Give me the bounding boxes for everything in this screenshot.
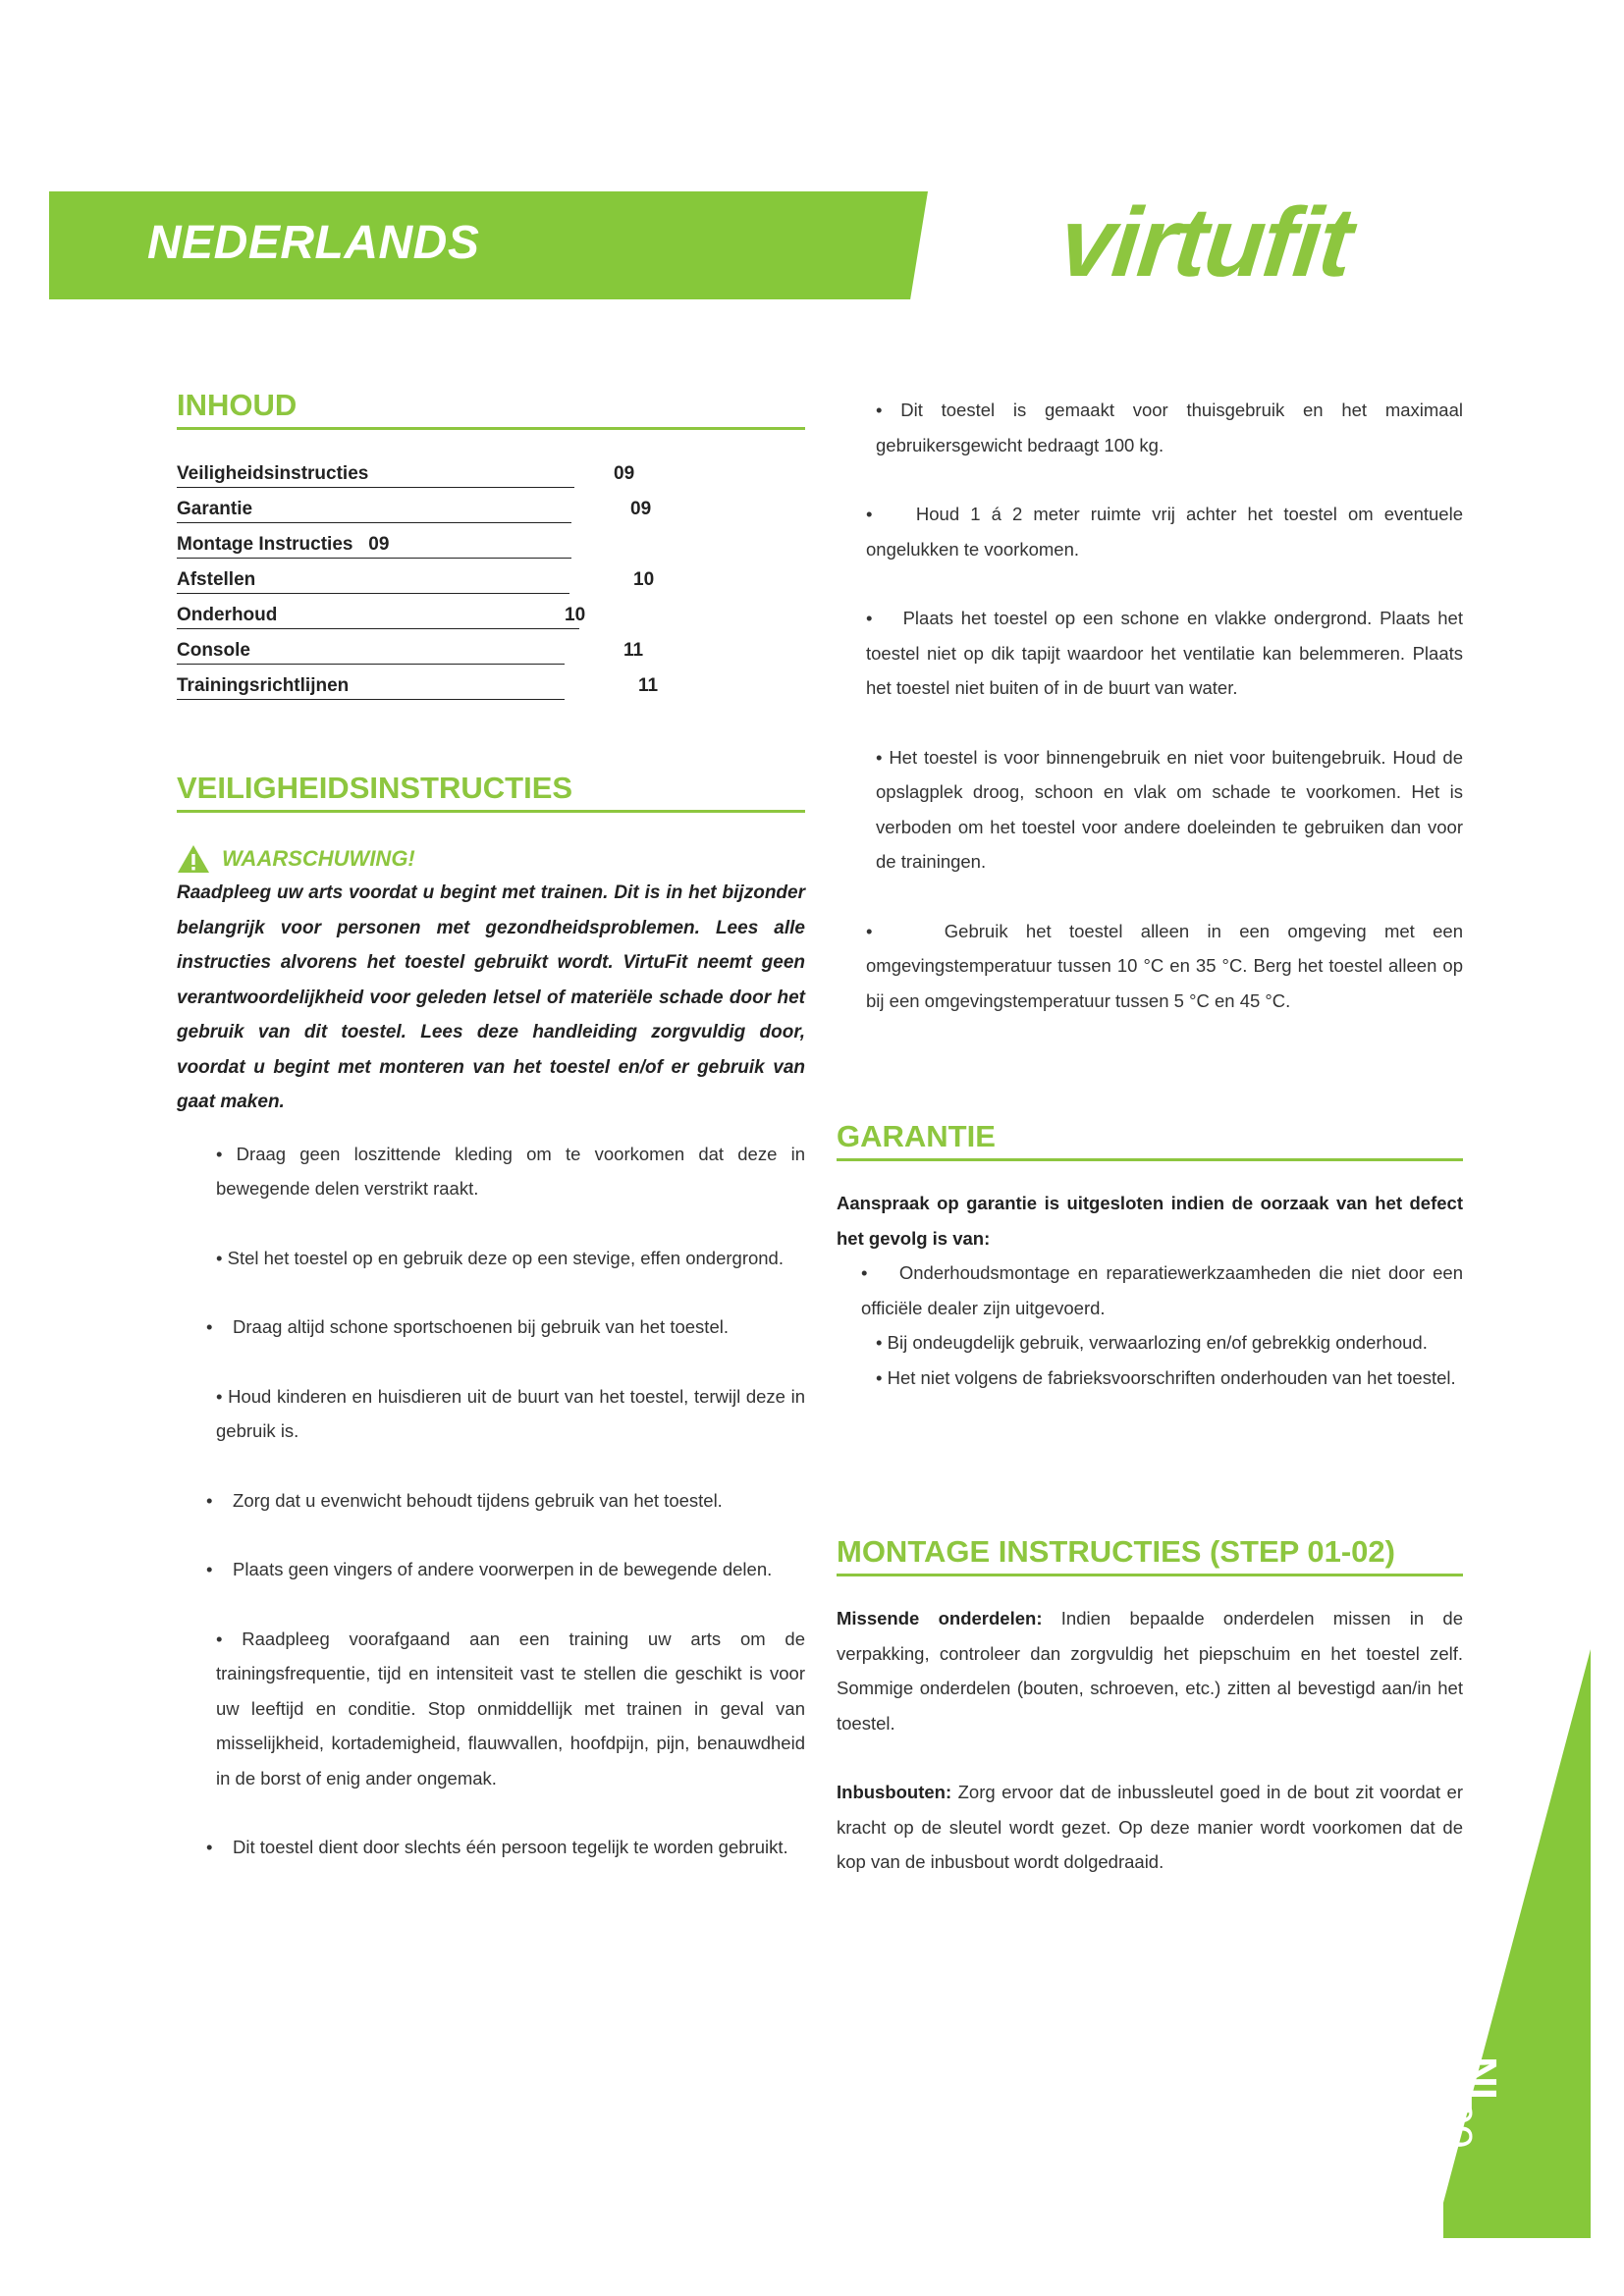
warranty-intro: Aanspraak op garantie is uitgesloten indien de oorzaak van het defect het gevolg is van: <box>837 1193 1463 1249</box>
safety-section <box>177 771 805 1865</box>
virtufit-logo: virtufit <box>1055 187 1357 297</box>
safety-bullet: • Dit toestel dient door slechts één persoon tegelijk te worden gebruikt. <box>206 1837 788 1857</box>
warranty-section <box>837 1119 1469 1395</box>
warranty-item: • Het niet volgens de fabrieksvoorschriften onderhouden van het toestel. <box>876 1366 1456 1388</box>
hex-bolts-text <box>837 1775 1463 1880</box>
page-tab-language: NL <box>1457 2056 1505 2114</box>
safety-bullet: • Het toestel is voor binnengebruik en niet voor buitengebruik. Houd de opslagplek droog, schoon en vlak om schade te voorkomen. Het is verboden om het toestel voor andere doeleinden te gebruiken dan voor de trainingen. <box>876 746 1463 872</box>
safety-bullet: • Houd 1 á 2 meter ruimte vrij achter het toestel om eventuele ongelukken te voorkomen. <box>866 504 1469 560</box>
page-number: 09 <box>1433 2101 1481 2149</box>
toc-list <box>177 461 668 709</box>
warranty-item: • Bij ondeugdelijk gebruik, verwaarlozing en/of gebrekkig onderhoud. <box>876 1332 1428 1353</box>
toc-heading: INHOUD <box>177 388 805 430</box>
toc-page: 10 <box>633 569 655 590</box>
page-tab <box>1443 1649 1591 2238</box>
safety-bullet: • Plaats geen vingers of andere voorwerpen in de bewegende delen. <box>206 1559 773 1579</box>
toc-row[interactable] <box>177 567 668 603</box>
safety-bullet: • Dit toestel is gemaakt voor thuisgebruik en het maximaal gebruikersgewicht bedraagt 100 kg. <box>876 400 1463 455</box>
safety-bullet: • Houd kinderen en huisdieren uit de buurt van het toestel, terwijl deze in gebruik is. <box>216 1385 805 1441</box>
warning-label: WAARSCHUWING! <box>222 846 415 871</box>
safety-bullet: • Gebruik het toestel alleen in een omgeving met een omgevingstemperatuur tussen 10 °C en 35 °C. Berg het toestel alleen op bij een omgevingstemperatuur tussen 5 °C en 45 °C. <box>866 920 1469 1011</box>
toc-label: Trainingsrichtlijnen <box>177 673 565 700</box>
safety-bullet: • Plaats het toestel op een schone en vlakke ondergrond. Plaats het toestel niet op dik tapijt waardoor het ventilatie kan belemmeren. Plaats het toestel niet buiten of in de buurt van water. <box>866 608 1469 698</box>
safety-bullet: • Raadpleeg voorafgaand aan een training uw arts om de trainingsfrequentie, tijd en intensiteit vast te stellen die geschikt is voor uw leeftijd en conditie. Stop onmiddellijk met trainen in geval van misselijkheid, kortademigheid, flauwvallen, hoofdpijn, pijn, benauwdheid in de borst of enig ander ongemak. <box>216 1628 805 1789</box>
toc-page: 11 <box>623 640 644 661</box>
safety-bullet: • Draag altijd schone sportschoenen bij gebruik van het toestel. <box>206 1316 729 1337</box>
warning-header <box>177 844 805 874</box>
montage-section <box>837 1534 1463 1880</box>
toc-row[interactable] <box>177 603 668 638</box>
safety-continued <box>837 393 1469 1018</box>
missing-parts-text <box>837 1601 1463 1740</box>
warning-icon <box>177 844 210 874</box>
safety-bullet: • Draag geen loszittende kleding om te voorkomen dat deze in bewegende delen verstrikt raakt. <box>216 1143 805 1199</box>
toc-row[interactable] <box>177 497 668 532</box>
toc-row[interactable] <box>177 461 668 497</box>
toc-section <box>177 388 805 430</box>
missing-parts-label: Missende onderdelen: <box>837 1608 1043 1629</box>
hex-bolts-body: Zorg ervoor dat de inbussleutel goed in de bout zit voordat er kracht op de sleutel wordt gezet. Op deze manier wordt voorkomen dat de kop van de inbusbout wordt dolgedraaid. <box>837 1782 1463 1872</box>
toc-label: Console <box>177 638 565 665</box>
toc-label: Onderhoud <box>177 603 579 629</box>
safety-heading: VEILIGHEIDSINSTRUCTIES <box>177 771 805 813</box>
toc-label: Afstellen <box>177 567 569 594</box>
hex-bolts-label: Inbusbouten: <box>837 1782 952 1802</box>
toc-label: Montage Instructies 09 <box>177 532 571 559</box>
toc-page: 09 <box>614 463 635 484</box>
warning-text: Raadpleeg uw arts voordat u begint met trainen. Dit is in het bijzonder belangrijk voor personen met gezondheidsproblemen. Lees alle instructies alvorens het toestel gebruikt wordt. VirtuFit neemt geen verantwoordelijkheid voor geleden letsel of materiële schade door het gebruik van dit toestel. Lees deze handleiding zorgvuldig door, voordat u begint met monteren van het toestel en/of er gebruik van gaat maken. <box>177 882 805 1112</box>
toc-label: Garantie <box>177 497 571 523</box>
missing-parts-body: Indien bepaalde onderdelen missen in de verpakking, controleer dan zorgvuldig het piepschuim en het toestel zelf. Sommige onderdelen (bouten, schroeven, etc.) zitten al bevestigd aan/in het toestel. <box>837 1608 1463 1734</box>
toc-row[interactable] <box>177 673 668 709</box>
warranty-heading: GARANTIE <box>837 1119 1463 1161</box>
montage-heading: MONTAGE INSTRUCTIES (STEP 01-02) <box>837 1534 1463 1576</box>
toc-page: 11 <box>638 675 659 696</box>
page-title: NEDERLANDS <box>147 217 480 269</box>
safety-bullet: • Zorg dat u evenwicht behoudt tijdens gebruik van het toestel. <box>206 1489 723 1511</box>
safety-bullet: • Stel het toestel op en gebruik deze op een stevige, effen ondergrond. <box>216 1247 784 1268</box>
toc-label: Veiligheidsinstructies <box>177 461 574 488</box>
toc-row[interactable] <box>177 638 668 673</box>
warranty-item: • Onderhoudsmontage en reparatiewerkzaamheden die niet door een officiële dealer zijn uitgevoerd. <box>861 1262 1469 1318</box>
toc-row[interactable] <box>177 532 668 567</box>
toc-page: 09 <box>630 499 652 519</box>
toc-page: 10 <box>565 605 586 625</box>
